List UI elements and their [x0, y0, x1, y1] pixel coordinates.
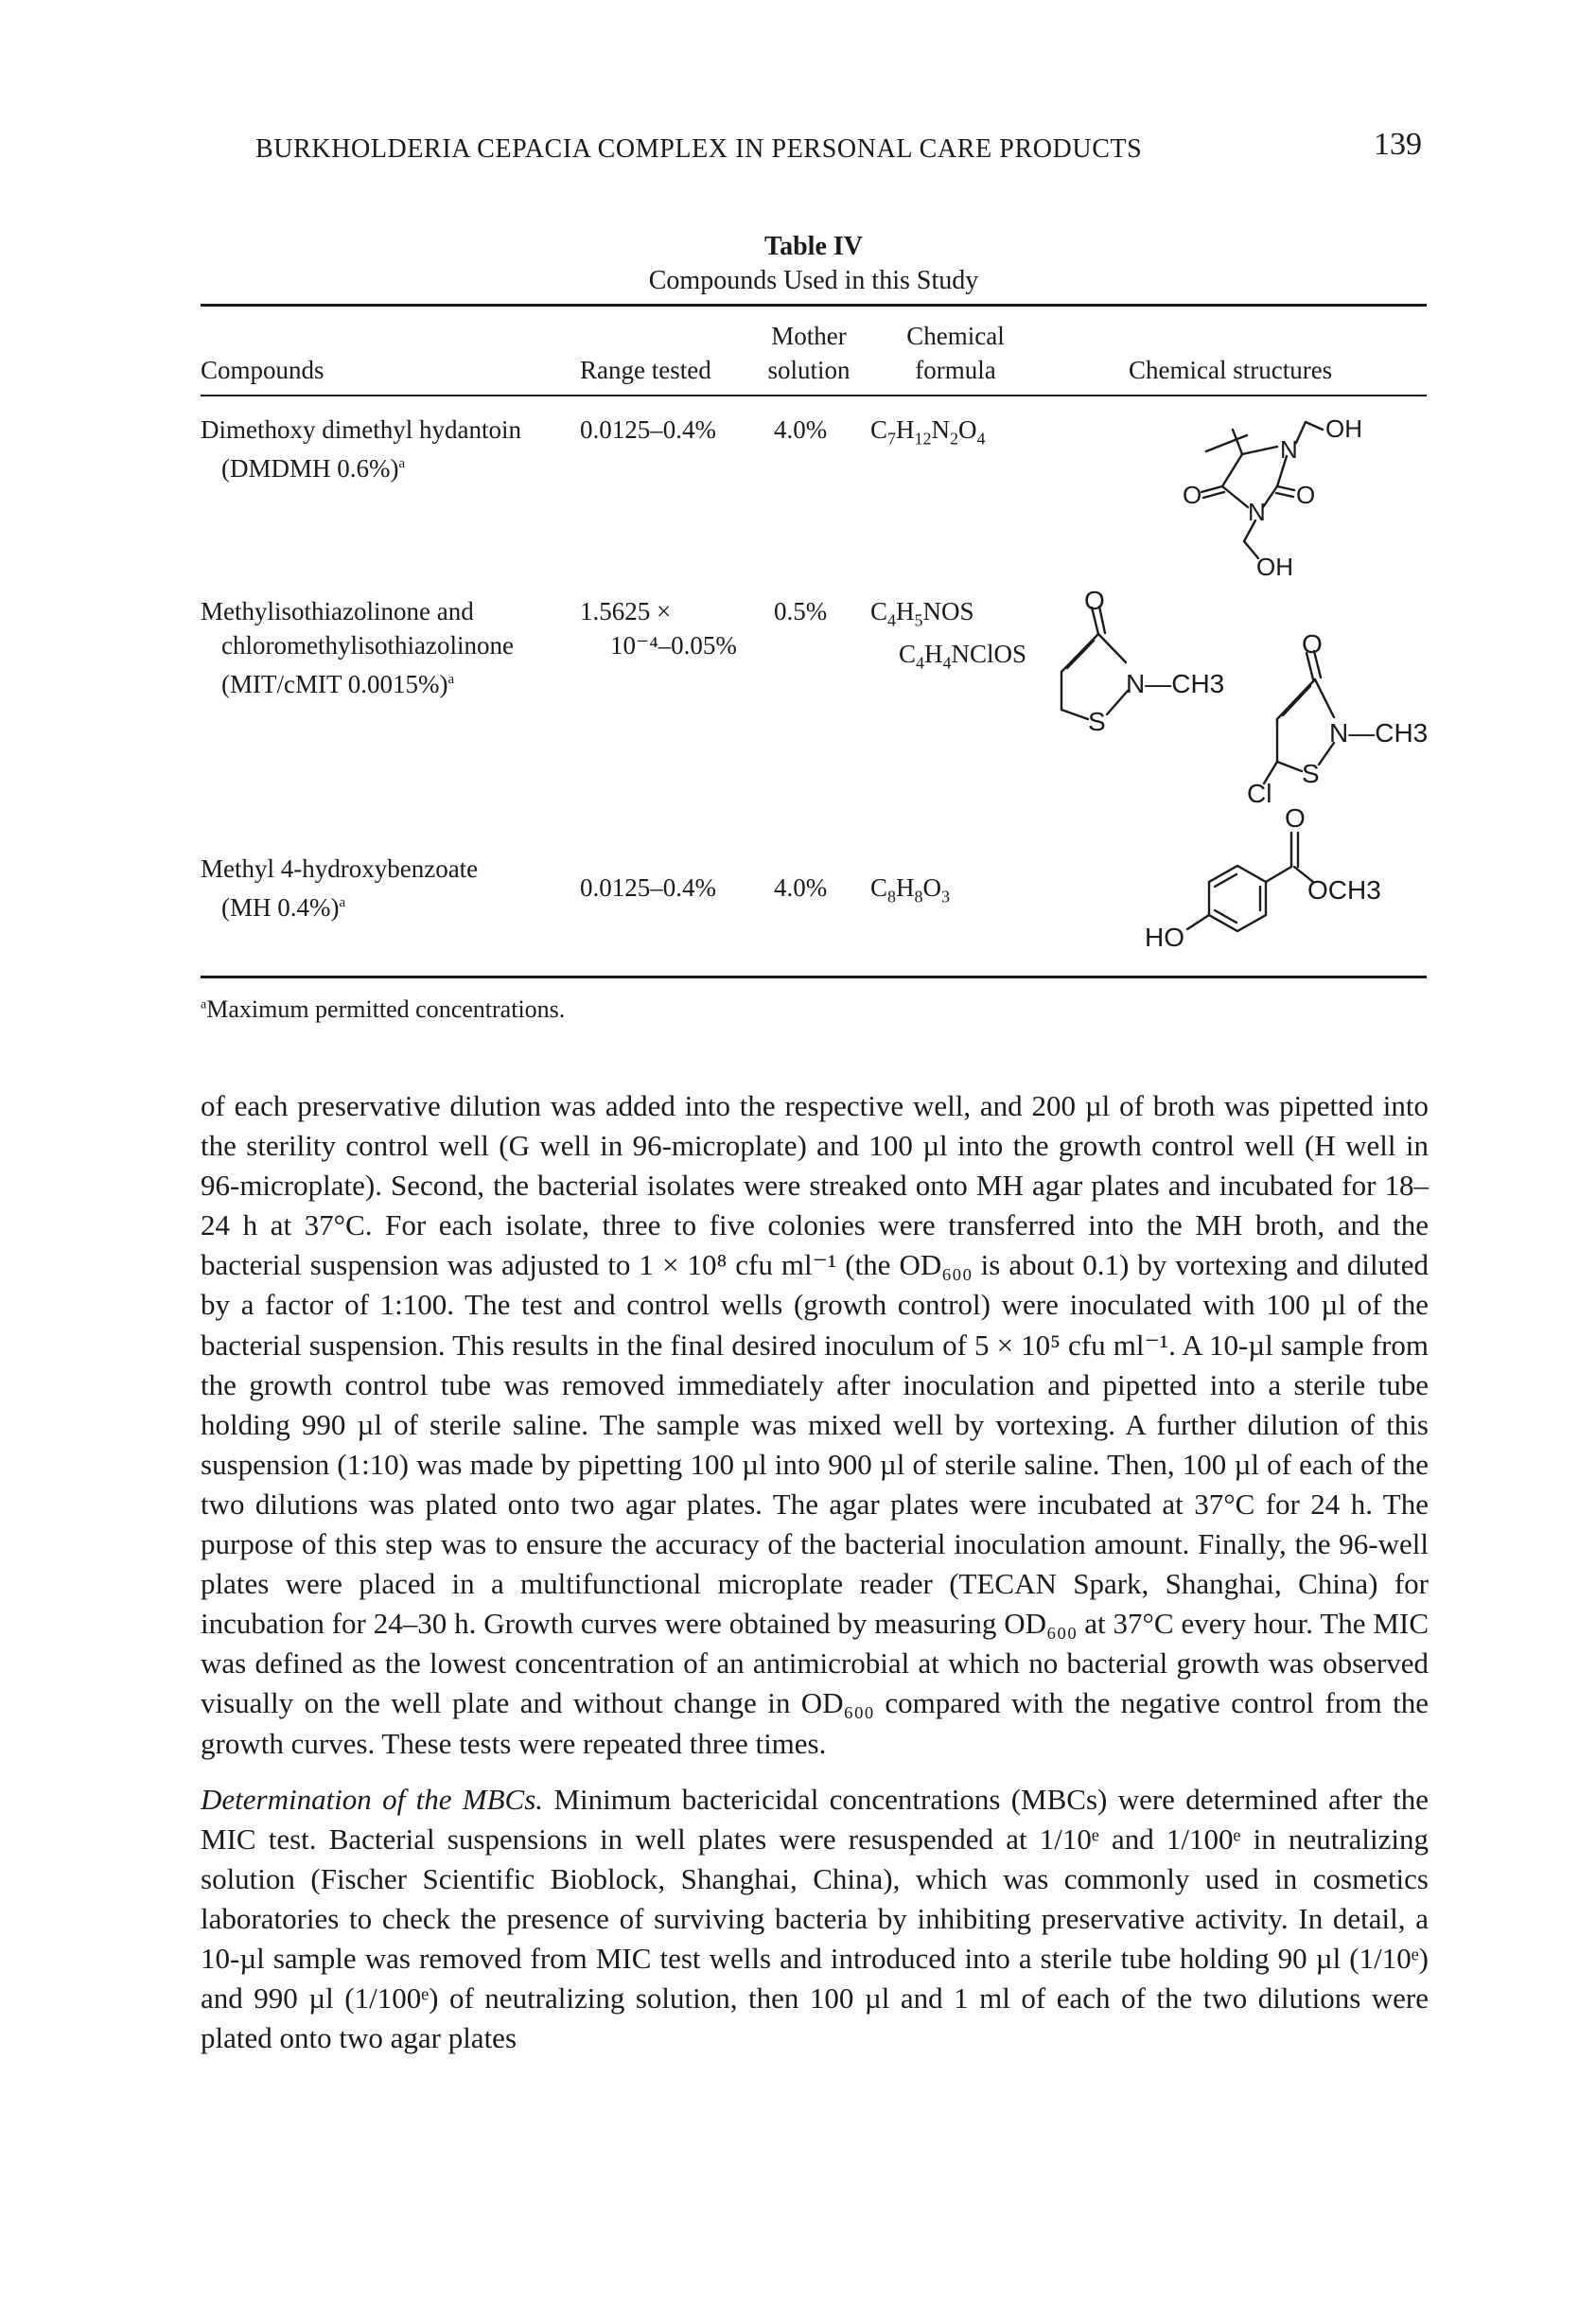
mit-atom: N—CH3: [1126, 669, 1225, 698]
header-mother-solution: Mother solution: [767, 322, 851, 384]
cmit-atom: S: [1302, 759, 1320, 788]
table-row-compound: Methylisothiazolinone and chloromethylisothiazolinone (MIT/cMIT 0.0015%)$^a$: [201, 597, 514, 698]
table-top-rule: [201, 304, 1427, 307]
cmit-atom: Cl: [1247, 779, 1272, 804]
dmdmh-atom: N: [1248, 498, 1266, 526]
table-subtitle: Compounds Used in this Study: [648, 266, 979, 295]
body-paragraph: of each preservative dilution was added into the respective well, and 200 µl of broth was pipetted into the sterility control well (G well in 96-microplate) and 100 µl into the growth control well (H well in 96-microplate). Second, the bacterial isolates were streaked onto MH agar plates and incubated for 18–24 h at 37°C. For each isolate, three to five colonies were transferred into the MH broth, and the bacterial suspension was adjusted to 1 × 10⁸ cfu ml⁻¹ (the OD₆₀₀ is about 0.1) by vortexing and diluted by a factor of 1:100. The test and control wells (growth control) were inoculated with 100 µl of the bacterial suspension. This results in the final desired inoculum of 5 × 10⁵ cfu ml⁻¹. A 10-µl sample from the growth control tube was removed immediately after inoculation and pipetted into a sterile tube holding 990 µl of sterile saline. The sample was mixed well by vortexing. A further dilution of this suspension (1:10) was made by pipetting 100 µl into 900 µl of sterile saline. Then, 100 µl of each of the two dilutions was plated onto two agar plates. The agar plates were incubated at 37°C for 24 h. The purpose of this step was to ensure the accuracy of the bacterial inoculation amount. Finally, the 96-well plates were placed in a multifunctional microplate reader (TECAN Spark, Shanghai, China) for incubation for 24–30 h. Growth curves were obtained by measuring OD₆₀₀ at 37°C every hour. The MIC was defined as the lowest concentration of an antimicrobial at which no bacterial growth was observed visually on the well plate and without change in OD₆₀₀ compared with the negative control from the growth curves. These tests were repeated three times.: [201, 1089, 1429, 1760]
header-chemical-structures: Chemical structures: [1129, 356, 1333, 384]
dmdmh-atom: OH: [1256, 553, 1293, 581]
table-bottom-rule: [201, 976, 1427, 978]
header-compounds: Compounds: [201, 356, 324, 384]
methylparaben-atom: O: [1285, 804, 1306, 833]
mit-atom: O: [1084, 587, 1105, 615]
methylparaben-atom: HO: [1145, 923, 1184, 952]
methylparaben-atom: OCH3: [1307, 875, 1381, 905]
table-row-range: 1.5625 × 10⁻⁴–0.05%: [580, 597, 737, 660]
table-row-mother-solution: 0.5%: [774, 597, 828, 625]
table-row-mother-solution: 4.0%: [774, 873, 828, 902]
dmdmh-structure: [1154, 409, 1438, 593]
table-header-rule: [201, 395, 1427, 396]
table-row-mother-solution: 4.0%: [774, 415, 828, 444]
dmdmh-atom: OH: [1325, 414, 1362, 443]
dmdmh-atom: N: [1280, 435, 1298, 464]
methylparaben-structure: [1097, 804, 1419, 970]
body-text: [201, 1086, 1429, 2058]
header-range-tested: Range tested: [580, 356, 711, 384]
mit-structure-drawing: [1050, 587, 1249, 757]
dmdmh-atom: O: [1183, 481, 1202, 509]
table-row-compound: Dimethoxy dimethyl hydantoin (DMDMH 0.6%)$^a$: [201, 415, 521, 483]
table-row-range: 0.0125–0.4%: [580, 415, 716, 444]
table-row-formula: $C_7H_{12}N_2O_4$: [870, 415, 986, 449]
table-label: Table IV: [763, 232, 863, 261]
table-caption: [0, 230, 1596, 298]
cmit-atom: O: [1302, 629, 1323, 659]
chemical-formula: $C_4H_4NClOS$: [899, 640, 1027, 673]
cmit-structure: [1247, 625, 1436, 809]
chemical-formula: $C_4H_5NOS$: [870, 597, 974, 630]
cmit-atom: N—CH3: [1329, 718, 1429, 748]
table-row-formula: [870, 594, 1026, 680]
body-paragraph: Determination of the MBCs. Minimum bactericidal concentrations (MBCs) were determined after the MIC test. Bacterial suspensions in well plates were resuspended at 1/10ᵉ and 1/100ᵉ in neutralizing solution (Fischer Scientific Bioblock, Shanghai, China), which was commonly used in cosmetics laboratories to check the presence of surviving bacteria by inhibiting preservative activity. In detail, a 10-µl sample was removed from MIC test wells and introduced into a sterile tube holding 90 µl (1/10ᵉ) and 990 µl (1/100ᵉ) of neutralizing solution, then 100 µl and 1 ml of each of the two dilutions were plated onto two agar plates: [201, 1782, 1429, 2055]
table-row-range: 0.0125–0.4%: [580, 873, 716, 902]
mit-structure: [1050, 587, 1249, 762]
cmit-structure-drawing: [1247, 625, 1436, 804]
table-row-compound: Methyl 4-hydroxybenzoate (MH 0.4%)$^a$: [201, 854, 479, 922]
running-header: [0, 127, 1596, 174]
mit-atom: S: [1088, 707, 1106, 736]
page-number: 139: [1374, 127, 1422, 162]
section-heading: Determination of the MBCs.: [201, 1782, 544, 1816]
running-title: BURKHOLDERIA CEPACIA COMPLEX IN PERSONAL CARE PRODUCTS: [255, 134, 1143, 164]
dmdmh-atom: O: [1296, 481, 1316, 509]
methylparaben-structure-drawing: [1097, 804, 1419, 965]
header-chemical-formula: Chemical formula: [906, 322, 1005, 384]
dmdmh-structure-drawing: [1154, 409, 1438, 589]
table-row-formula: $C_8H_8O_3$: [870, 873, 951, 907]
table-footnote: $^a$Maximum permitted concentrations.: [201, 995, 566, 1023]
